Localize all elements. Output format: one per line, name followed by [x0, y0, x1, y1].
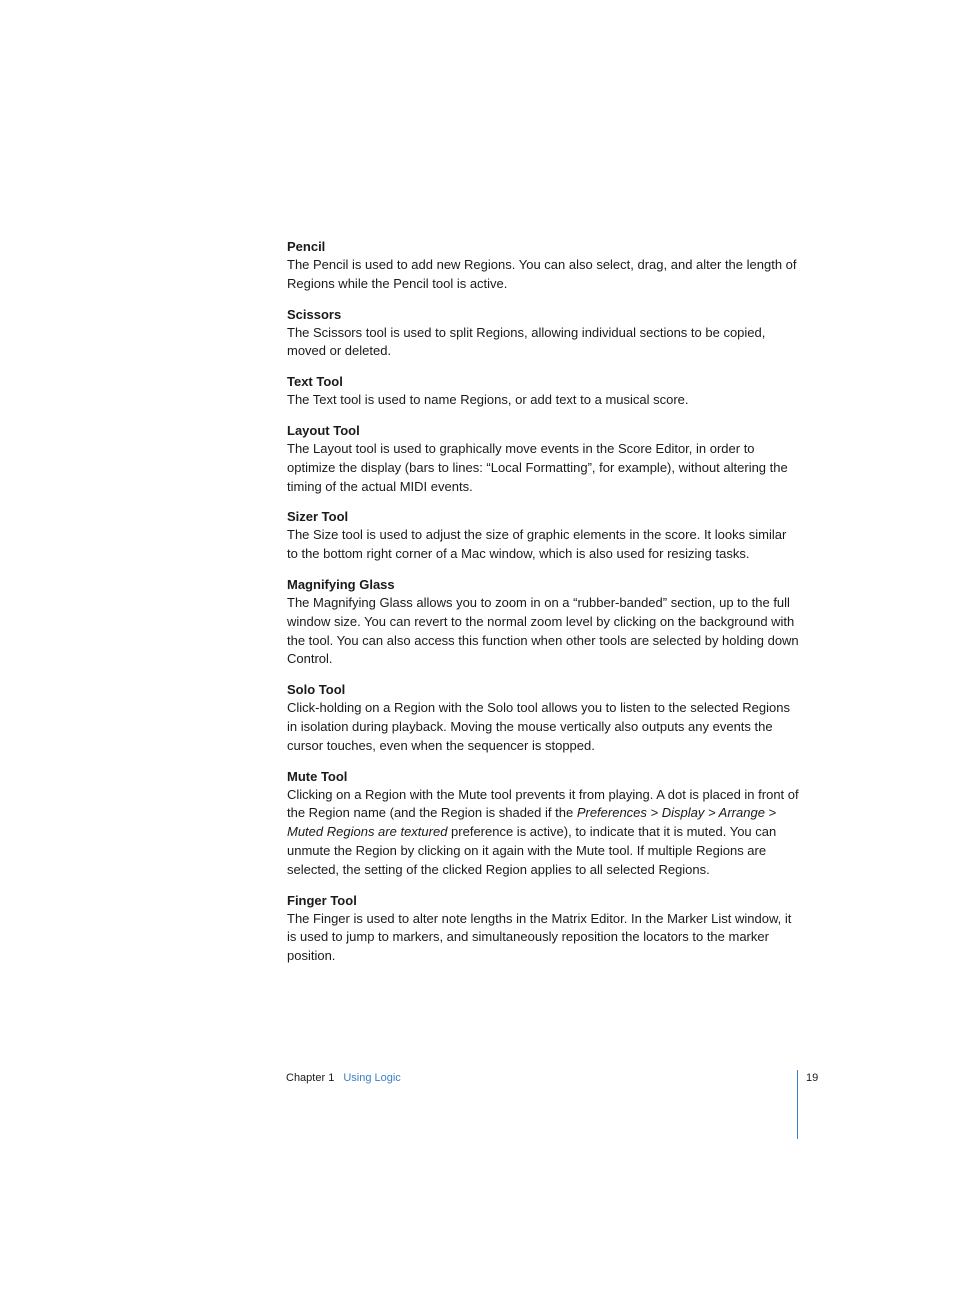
section-body: The Size tool is used to adjust the size of graphic elements in the score. It looks similar to the bottom right corner of a Mac window, which is also used for resizing tasks. — [287, 527, 787, 562]
section-magnifying-glass — [287, 575, 799, 669]
section-text-tool — [287, 372, 799, 410]
section-body — [287, 786, 799, 880]
body-text-before: Clicking on a Region with the Mute tool prevents it from playing. A dot is placed in front of the Region name (and the Region is shaded if the — [287, 786, 799, 821]
section-layout-tool — [287, 421, 799, 496]
section-heading: Text Tool — [287, 374, 343, 390]
section-heading: Magnifying Glass — [287, 576, 395, 592]
section-heading: Sizer Tool — [287, 509, 349, 525]
section-scissors — [287, 305, 799, 362]
section-body: The Layout tool is used to graphically move events in the Score Editor, in order to optimize the display (bars to lines: “Local Formatting”, for example), without altering the timing of the actual MIDI events. — [287, 440, 788, 494]
section-heading: Layout Tool — [287, 422, 360, 438]
body-text-after: preference is active), to indicate that it is muted. You can unmute the Region by clicking on it again with the Mute tool. If multiple Regions are selected, the setting of the clicked Region applies to all selected Regions. — [287, 824, 777, 877]
section-body: The Pencil is used to add new Regions. You can also select, drag, and alter the length of Regions while the Pencil tool is active. — [287, 257, 797, 291]
section-heading: Finger Tool — [287, 892, 357, 908]
section-heading: Mute Tool — [287, 768, 348, 784]
section-solo-tool — [287, 680, 799, 755]
page-number: 19 — [806, 1072, 819, 1084]
preference-path: Preferences > Display > Arrange > Muted Regions are textured — [287, 805, 777, 840]
section-heading: Scissors — [287, 306, 342, 322]
chapter-label: Chapter 1 — [286, 1072, 335, 1084]
section-body: The Scissors tool is used to split Regions, allowing individual sections to be copied, moved or deleted. — [287, 324, 766, 359]
section-mute-tool — [287, 767, 799, 880]
section-body: The Finger is used to alter note lengths in the Matrix Editor. In the Marker List window, it is used to jump to markers, and simultaneously reposition the locators to the marker position. — [287, 910, 792, 964]
chapter-title: Using Logic — [343, 1072, 401, 1084]
section-heading: Solo Tool — [287, 682, 346, 698]
section-sizer-tool — [287, 507, 799, 564]
document-body — [287, 237, 799, 977]
section-finger-tool — [287, 891, 799, 966]
section-body: The Text tool is used to name Regions, or add text to a musical score. — [287, 392, 689, 408]
section-pencil — [287, 237, 799, 294]
page-divider-rule — [797, 1070, 798, 1139]
section-body: Click-holding on a Region with the Solo tool allows you to listen to the selected Regions in isolation during playback. Moving the mouse vertically also outputs any events the cursor touches, even when the sequencer is stopped. — [287, 700, 790, 753]
section-heading: Pencil — [287, 239, 326, 254]
page-footer — [286, 1070, 401, 1086]
section-body: The Magnifying Glass allows you to zoom in on a “rubber-banded” section, up to the full window size. You can revert to the normal zoom level by clicking on the background with the tool. You can also access this function when other tools are selected by holding down Control. — [287, 594, 799, 667]
